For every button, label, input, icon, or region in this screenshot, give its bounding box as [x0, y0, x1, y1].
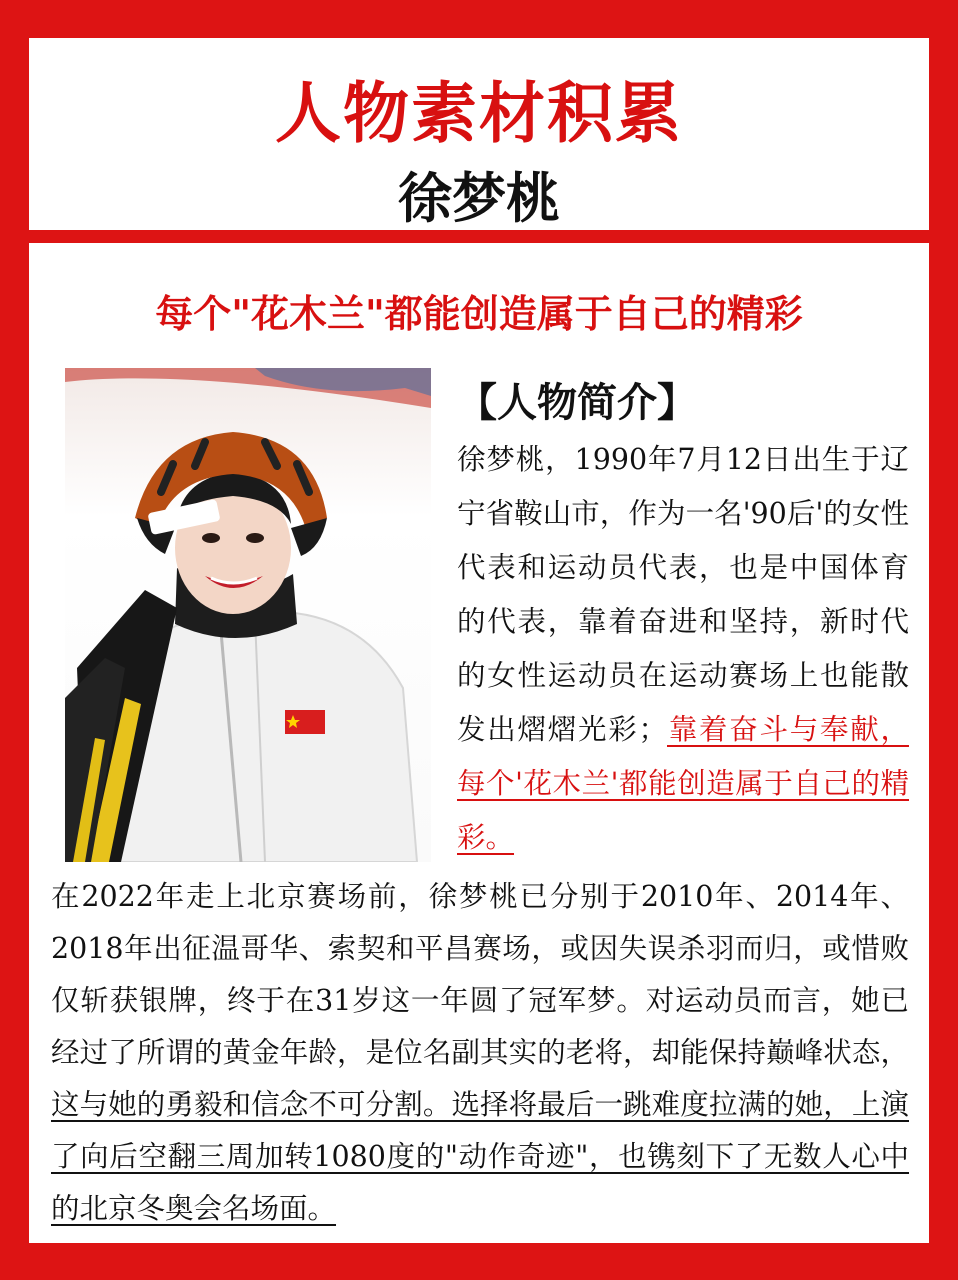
body-text: 在2022年走上北京赛场前，徐梦桃已分别于2010年、2014年、2018年出征温哥华、索契和平昌赛场，或因失误杀羽而归，或惜败仅斩获银牌，终于在31岁这一年圆了冠军梦。对运动员而言，她已经过了所谓的黄金年龄，是位名副其实的老将，却能保持巅峰状态， — [51, 880, 909, 1069]
intro-highlight: 靠着奋斗与奉献，每个'花木兰'都能创造属于自己的精彩。 — [457, 713, 909, 854]
header-panel — [29, 38, 929, 230]
content-panel — [29, 243, 929, 1243]
intro-text: 徐梦桃，1990年7月12日出生于辽宁省鞍山市，作为一名'90后'的女性代表和运动员代表，也是中国体育的代表，靠着奋进和坚持，新时代的女性运动员在运动赛场上也能散发出熠熠光彩； — [457, 443, 909, 746]
page-title: 人物素材积累 — [275, 75, 683, 152]
intro-paragraph — [457, 433, 909, 865]
body-paragraph — [51, 871, 909, 1235]
intro-heading: 【人物简介】 — [457, 380, 697, 426]
body-underlined: 这与她的勇毅和信念不可分割。选择将最后一跳难度拉满的她，上演了向后空翻三周加转1080度的"动作奇迹"，也镌刻下了无数人心中的北京冬奥会名场面。 — [51, 1088, 910, 1225]
athlete-photo — [65, 368, 431, 862]
athlete-illustration — [65, 368, 431, 862]
subtitle: 每个"花木兰"都能创造属于自己的精彩 — [155, 291, 803, 336]
person-name: 徐梦桃 — [398, 167, 560, 230]
